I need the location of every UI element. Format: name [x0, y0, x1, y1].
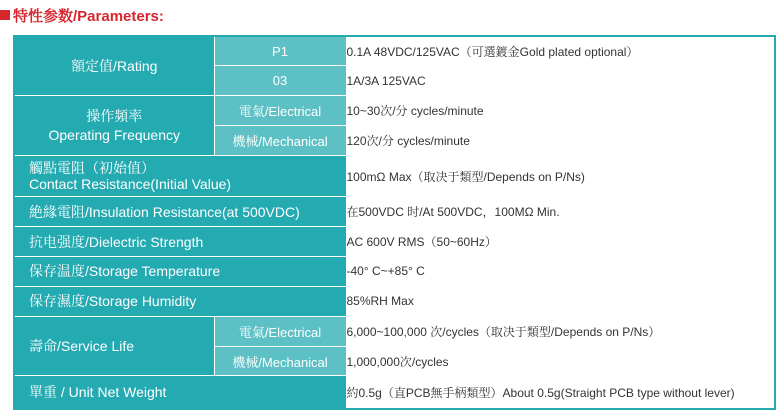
contact-resistance-value: 100mΩ Max（取决于類型/Depends on P/Ns)	[346, 156, 775, 197]
insulation-resistance-value: 在500VDC 时/At 500VDC，100MΩ Min.	[346, 197, 775, 227]
operating-electrical-sub: 電氣/Electrical	[214, 96, 346, 126]
table-row	[14, 376, 775, 409]
contact-resistance-label-cn: 觸點電阻（初始值）	[29, 160, 155, 177]
rating-03-value: 1A/3A 125VAC	[346, 66, 775, 96]
dielectric-strength-label: 抗电强度/Dielectric Strength	[14, 227, 346, 257]
operating-frequency-label	[14, 96, 214, 156]
table-row	[14, 156, 775, 197]
contact-resistance-label-en: Contact Resistance(Initial Value)	[29, 176, 232, 193]
service-life-label: 壽命/Service Life	[14, 316, 214, 376]
table-row	[14, 197, 775, 227]
dielectric-strength-value: AC 600V RMS（50~60Hz）	[346, 227, 775, 257]
operating-electrical-value: 10~30次/分 cycles/minute	[346, 96, 775, 126]
table-row	[14, 96, 775, 126]
rating-p1-value: 0.1A 48VDC/125VAC（可選鍍金Gold plated optional）	[346, 36, 775, 66]
operating-mechanical-value: 120次/分 cycles/minute	[346, 126, 775, 156]
table-row	[14, 316, 775, 346]
unit-net-weight-value: 約0.5g（直PCB無手柄類型）About 0.5g(Straight PCB type without lever)	[346, 376, 775, 409]
service-life-electrical-value: 6,000~100,000 次/cycles（取决于類型/Depends on P/Ns）	[346, 316, 775, 346]
heading-text: 特性参数/Parameters:	[13, 7, 164, 25]
table-row	[14, 227, 775, 257]
contact-resistance-label	[14, 156, 346, 197]
parameters-table	[13, 35, 776, 410]
table-row	[14, 286, 775, 316]
service-life-mechanical-value: 1,000,000次/cycles	[346, 346, 775, 376]
red-square-icon	[0, 10, 10, 20]
rating-p1-sub: P1	[214, 36, 346, 66]
parameters-heading	[0, 5, 164, 25]
table-row	[14, 36, 775, 66]
storage-humidity-label: 保存濕度/Storage Humidity	[14, 286, 346, 316]
rating-03-sub: 03	[214, 66, 346, 96]
insulation-resistance-label: 絶緣電阻/Insulation Resistance(at 500VDC)	[14, 197, 346, 227]
storage-temperature-value: -40° C~+85° C	[346, 256, 775, 286]
service-life-mechanical-sub: 機械/Mechanical	[214, 346, 346, 376]
unit-net-weight-label: 單重 / Unit Net Weight	[14, 376, 346, 409]
operating-mechanical-sub: 機械/Mechanical	[214, 126, 346, 156]
storage-humidity-value: 85%RH Max	[346, 286, 775, 316]
storage-temperature-label: 保存温度/Storage Temperature	[14, 256, 346, 286]
table-row	[14, 256, 775, 286]
operating-frequency-label-en: Operating Frequency	[48, 126, 181, 143]
operating-frequency-label-cn: 操作頻率	[86, 107, 143, 124]
rating-label: 額定值/Rating	[14, 36, 214, 96]
service-life-electrical-sub: 電氣/Electrical	[214, 316, 346, 346]
